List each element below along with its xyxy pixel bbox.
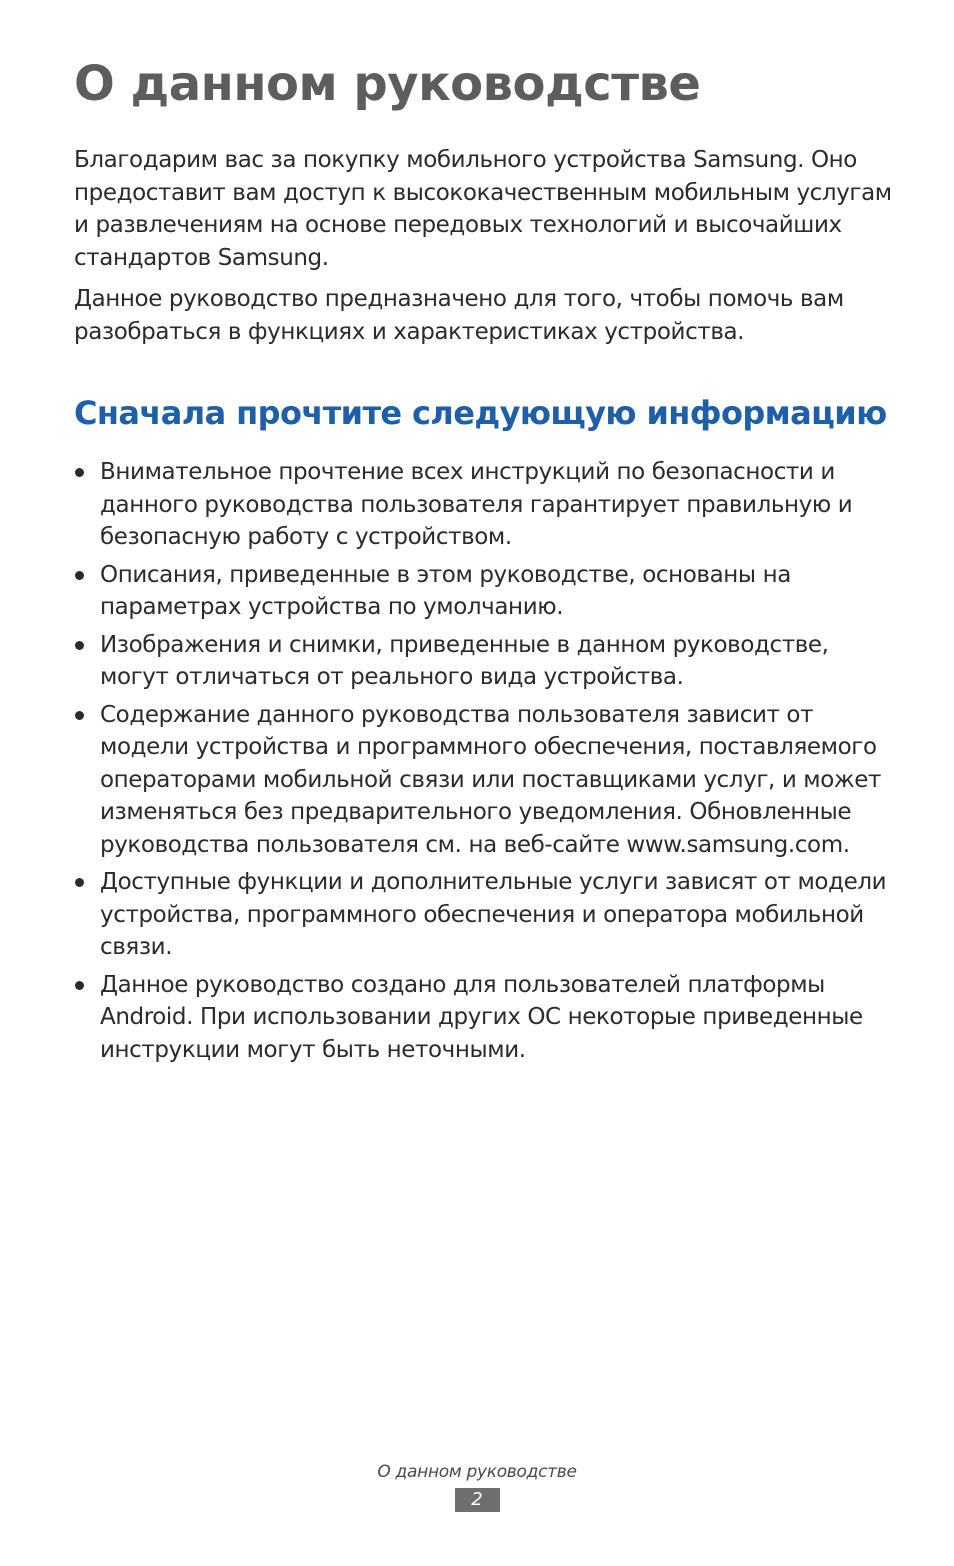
bullet-icon xyxy=(75,981,84,990)
bullet-text: Описания, приведенные в этом руководстве, основаны на параметрах устройства по умолчанию. xyxy=(100,561,791,620)
bullet-text: Внимательное прочтение всех инструкций по безопасности и данного руководства пользователя гарантирует правильную и безопасную работу с устройством. xyxy=(100,459,853,550)
page-number: 2 xyxy=(455,1488,500,1512)
bullet-item xyxy=(74,866,894,964)
page-title: О данном руководстве xyxy=(74,56,701,112)
intro-paragraph: Благодарим вас за покупку мобильного устройства Samsung. Оно предоставит вам доступ к высококачественным мобильным услугам и развлечениям на основе передовых технологий и высочайших стандартов Samsung. xyxy=(74,147,892,271)
bullet-list xyxy=(74,456,894,1071)
bullet-item xyxy=(74,699,894,862)
footer-section-name: О данном руководстве xyxy=(377,1462,577,1482)
intro-text xyxy=(74,144,894,357)
bullet-item xyxy=(74,456,894,554)
bullet-text: Доступные функции и дополнительные услуги зависят от модели устройства, программного обеспечения и оператора мобильной связи. xyxy=(100,869,887,960)
intro-paragraph: Данное руководство предназначено для того, чтобы помочь вам разобраться в функциях и характеристиках устройства. xyxy=(74,286,844,345)
bullet-icon xyxy=(75,571,84,580)
bullet-icon xyxy=(75,641,84,650)
bullet-icon xyxy=(75,468,84,477)
bullet-item xyxy=(74,559,894,624)
bullet-item xyxy=(74,629,894,694)
bullet-text: Изображения и снимки, приведенные в данном руководстве, могут отличаться от реального вида устройства. xyxy=(100,631,829,690)
bullet-icon xyxy=(75,878,84,887)
bullet-text: Данное руководство создано для пользователей платформы Android. При использовании других ОС некоторые приведенные инструкции могут быть неточными. xyxy=(100,971,863,1063)
page-footer xyxy=(0,1462,954,1512)
bullet-icon xyxy=(75,711,84,720)
bullet-text: Содержание данного руководства пользователя зависит от модели устройства и программного обеспечения, поставляемого операторами мобильной связи или поставщиками услуг, и может изменяться без предварительного уведомления. Обновленные руководства пользователя см. на веб-сайте www.samsung.com. xyxy=(100,701,881,858)
bullet-item xyxy=(74,969,894,1067)
section-heading: Сначала прочтите следующую информацию xyxy=(74,394,887,432)
